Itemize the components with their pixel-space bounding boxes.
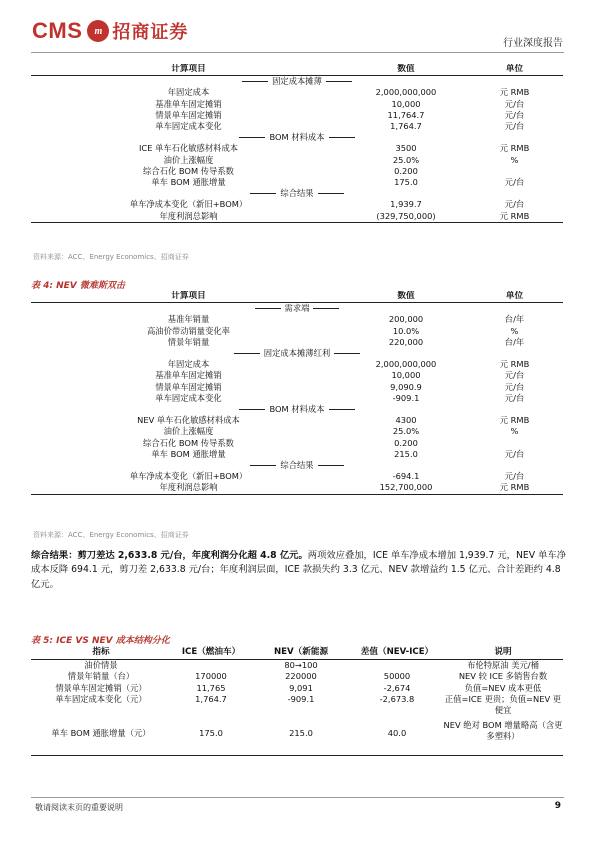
column-header: ICE（燃油车）: [181, 647, 241, 657]
table-row: [31, 393, 563, 404]
summary-paragraph: [31, 549, 571, 592]
section-line-right: [318, 465, 344, 466]
table-cell: 正值=ICE 更贵；负值=NEV 更便宜: [444, 693, 562, 716]
value-cell: -694.1: [392, 471, 420, 482]
unit-cell: 元 RMB: [499, 143, 530, 154]
section-label: 固定成本摊薄: [272, 76, 322, 87]
item-cell: 年固定成本: [167, 87, 210, 98]
table-row: [31, 87, 563, 98]
section-line-right: [313, 308, 339, 309]
item-cell: 情景单车固定摊销: [155, 381, 222, 392]
section-label: BOM 材料成本: [269, 404, 325, 415]
unit-cell: 元 RMB: [499, 87, 530, 98]
section-line-right: [326, 81, 352, 82]
section-cell: [31, 348, 563, 359]
unit-cell: 元/台: [504, 98, 525, 109]
unit-cell: 元 RMB: [499, 482, 530, 493]
section-cell: [31, 460, 563, 471]
section-row: [31, 348, 563, 359]
table-row: [31, 482, 563, 494]
item-cell: 年度利润总影响: [159, 482, 218, 493]
table-row: [31, 694, 563, 720]
value-cell: 10.0%: [392, 325, 420, 336]
table-header-row: [31, 646, 563, 660]
table-cell: 情景年销量（台）: [67, 671, 135, 682]
item-cell: 单车固定成本变化: [155, 392, 222, 403]
table-row: [31, 143, 563, 154]
header-divider: [31, 52, 564, 53]
logo-text: CMS: [32, 18, 83, 43]
section-row: [31, 132, 563, 143]
value-cell: 1,939.7: [390, 199, 422, 210]
table-cell: 情景单车固定摊销（元）: [55, 682, 147, 693]
table-row: [31, 326, 563, 337]
column-header: 指标: [92, 647, 110, 657]
table-row: [31, 359, 563, 370]
table-cell: -2,673.8: [379, 693, 415, 704]
table-cell: 175.0: [199, 727, 223, 738]
table-cell: 1,764.7: [195, 693, 227, 704]
section-line-right: [329, 409, 355, 410]
value-cell: 1,764.7: [390, 121, 422, 132]
table-cell: [171, 660, 251, 672]
value-cell: 152,700,000: [379, 482, 433, 493]
table-header-row: [31, 291, 563, 303]
table-row: [31, 426, 563, 437]
section-cell: [31, 303, 563, 315]
item-cell: 基准单车固定摊销: [155, 98, 222, 109]
value-cell: 0.200: [394, 437, 418, 448]
section-line-left: [239, 137, 265, 138]
table-cell: -2,674: [383, 682, 411, 693]
value-cell: 220,000: [388, 336, 424, 347]
item-cell: NEV 单车石化敏感材料成本: [137, 415, 240, 426]
item-cell: 基准单车固定摊销: [155, 370, 222, 381]
cms-logo: [32, 18, 188, 44]
cost-calculation-table: [31, 64, 563, 223]
value-cell: (329,750,000): [376, 210, 436, 221]
table-row: [31, 415, 563, 426]
table-cell: 11,765: [196, 682, 226, 693]
unit-cell: 元/台: [504, 392, 525, 403]
unit-cell: %: [510, 426, 519, 437]
table-row: [31, 110, 563, 121]
table-cell: [351, 660, 443, 672]
table-cell: 布伦特原油 美元/桶: [467, 660, 539, 670]
section-cell: [31, 188, 563, 199]
table-row: [31, 438, 563, 449]
column-header: NEV（新能源: [273, 647, 329, 657]
report-type-label: 行业深度报告: [503, 38, 563, 49]
item-cell: 情景年销量: [167, 336, 210, 347]
section-label: 固定成本摊薄红利: [263, 348, 331, 359]
item-cell: 基准年销量: [167, 314, 210, 325]
table-cell: 负值=NEV 成本更低: [464, 682, 542, 693]
table-row: [31, 382, 563, 393]
table-caption: 表 5: ICE VS NEV 成本结构分化: [31, 636, 170, 646]
section-line-left: [250, 193, 276, 194]
item-cell: 单车净成本变化（新旧+BOM）: [129, 471, 248, 482]
unit-cell: %: [510, 154, 519, 165]
column-header: 单位: [505, 64, 524, 74]
item-cell: 单车 BOM 通胀增量: [151, 448, 226, 459]
table-cell: -909.1: [287, 693, 315, 704]
unit-cell: 台/年: [504, 314, 525, 325]
value-cell: 25.0%: [392, 426, 420, 437]
footer-disclaimer: 敬请阅读末页的重要说明: [35, 803, 123, 812]
table-row: [31, 683, 563, 694]
value-cell: 0.200: [394, 165, 418, 176]
table-row: [31, 166, 563, 177]
table-header-row: [31, 64, 563, 76]
section-line-left: [242, 81, 268, 82]
unit-cell: 元/台: [504, 199, 525, 210]
table-cell: 220000: [285, 671, 317, 682]
table-cell: 50000: [383, 671, 411, 682]
section-cell: [31, 404, 563, 415]
value-cell: 200,000: [388, 314, 424, 325]
table-row: [31, 337, 563, 348]
table-row: [31, 314, 563, 325]
unit-cell: 元/台: [504, 177, 525, 188]
section-line-left: [250, 465, 276, 466]
table-cell: 215.0: [289, 727, 313, 738]
section-line-left: [234, 353, 260, 354]
item-cell: 单车 BOM 通胀增量: [151, 177, 226, 188]
page-header: [0, 0, 595, 52]
summary-text: 两项效应叠加，ICE 单车净成本增加 1,939.7 元，NEV 单车净成本反降 694.1 元，剪刀差 2,633.8 元/台；年度利润层面，ICE 款损失约 3.3 亿元、NEV 款增益约 1.5 亿元、合计差距约 4.8 亿元。: [31, 550, 567, 590]
unit-cell: 元/台: [504, 109, 525, 120]
column-header: 数值: [397, 291, 415, 301]
value-cell: 4300: [395, 415, 417, 426]
section-row: [31, 404, 563, 415]
value-cell: 2,000,000,000: [375, 359, 437, 370]
value-cell: -909.1: [392, 392, 420, 403]
table-cell: 80→100: [284, 660, 318, 670]
unit-cell: 元 RMB: [499, 415, 530, 426]
table-row: [31, 449, 563, 460]
table-row: [31, 660, 563, 672]
column-header: 说明: [494, 647, 512, 657]
section-line-right: [318, 193, 344, 194]
table-row: [31, 121, 563, 132]
column-header: 计算项目: [171, 64, 206, 74]
item-cell: 年固定成本: [167, 359, 210, 370]
unit-cell: [466, 166, 563, 177]
table-row: [31, 199, 563, 210]
table-cell: 油价情景: [84, 660, 118, 670]
table-cell: NEV 绝对 BOM 增量略高（含更多塑料）: [443, 719, 563, 742]
table-cell: 单车固定成本变化（元）: [55, 693, 147, 704]
logo-mark-icon: m: [87, 20, 109, 42]
table-source-note: 资料来源：ACC、Energy Economics、招商证券: [33, 531, 189, 539]
unit-cell: 元 RMB: [499, 210, 530, 221]
unit-cell: [466, 438, 563, 449]
table-cell: 40.0: [387, 727, 407, 738]
nev-table: [31, 291, 563, 495]
section-line-left: [255, 308, 281, 309]
section-cell: [31, 76, 563, 88]
item-cell: 综合石化 BOM 传导系数: [143, 165, 234, 176]
value-cell: 10,000: [391, 370, 421, 381]
table-cell: NEV 较 ICE 多销售台数: [458, 671, 548, 682]
unit-cell: 元/台: [504, 381, 525, 392]
table-row: [31, 155, 563, 166]
ice-vs-nev-table: [31, 646, 563, 756]
item-cell: 油价上涨幅度: [163, 426, 214, 437]
value-cell: 175.0: [394, 177, 418, 188]
table-row: [31, 720, 563, 756]
section-label: 需求端: [284, 303, 310, 314]
table-row: [31, 370, 563, 381]
item-cell: 单车净成本变化（新旧+BOM）: [129, 199, 248, 210]
table-row: [31, 671, 563, 682]
value-cell: 2,000,000,000: [375, 87, 437, 98]
item-cell: 综合石化 BOM 传导系数: [143, 437, 234, 448]
item-cell: 情景单车固定摊销: [155, 109, 222, 120]
table-cell: 9,091: [289, 682, 313, 693]
value-cell: 10,000: [391, 98, 421, 109]
section-row: [31, 76, 563, 88]
column-header: 数值: [397, 64, 415, 74]
section-label: 综合结果: [280, 460, 314, 471]
section-line-right: [334, 353, 360, 354]
section-row: [31, 460, 563, 471]
unit-cell: 元 RMB: [499, 359, 530, 370]
value-cell: 11,764.7: [387, 109, 425, 120]
item-cell: 年度利润总影响: [159, 210, 218, 221]
item-cell: 油价上涨幅度: [163, 154, 214, 165]
section-row: [31, 303, 563, 315]
table-row: [31, 471, 563, 482]
unit-cell: 元/台: [504, 471, 525, 482]
table-cell: 单车 BOM 通胀增量（元）: [51, 727, 151, 738]
logo-chinese-name: 招商证券: [112, 22, 189, 43]
value-cell: 215.0: [394, 448, 418, 459]
item-cell: 单车固定成本变化: [155, 121, 222, 132]
value-cell: 3500: [395, 143, 417, 154]
column-header: 单位: [505, 291, 524, 301]
section-row: [31, 188, 563, 199]
unit-cell: 元/台: [504, 448, 525, 459]
section-line-right: [329, 137, 355, 138]
value-cell: 25.0%: [392, 154, 420, 165]
column-header: 差值（NEV-ICE）: [360, 647, 434, 657]
table-row: [31, 177, 563, 188]
table-caption: 表 4: NEV 微难斯双击: [31, 281, 125, 291]
section-label: 综合结果: [280, 188, 314, 199]
unit-cell: 台/年: [504, 336, 525, 347]
column-header: 计算项目: [171, 291, 206, 301]
page-number: 9: [554, 801, 561, 811]
table-source-note: 资料来源：ACC、Energy Economics、招商证券: [33, 253, 189, 261]
unit-cell: 元/台: [504, 121, 525, 132]
item-cell: 高油价带动销量变化率: [147, 325, 230, 336]
value-cell: 9,090.9: [390, 381, 422, 392]
section-label: BOM 材料成本: [269, 132, 325, 143]
unit-cell: 元/台: [504, 370, 525, 381]
section-cell: [31, 132, 563, 143]
footer-divider: [31, 797, 564, 798]
item-cell: ICE 单车石化敏感材料成本: [138, 143, 239, 154]
summary-bold-lead: 综合结果：剪刀差达 2,633.8 元/台，年度利润分化超 4.8 亿元。: [31, 550, 308, 561]
table-row: [31, 99, 563, 110]
section-line-left: [239, 409, 265, 410]
table-cell: 170000: [195, 671, 227, 682]
table-row: [31, 211, 563, 223]
unit-cell: %: [510, 325, 519, 336]
